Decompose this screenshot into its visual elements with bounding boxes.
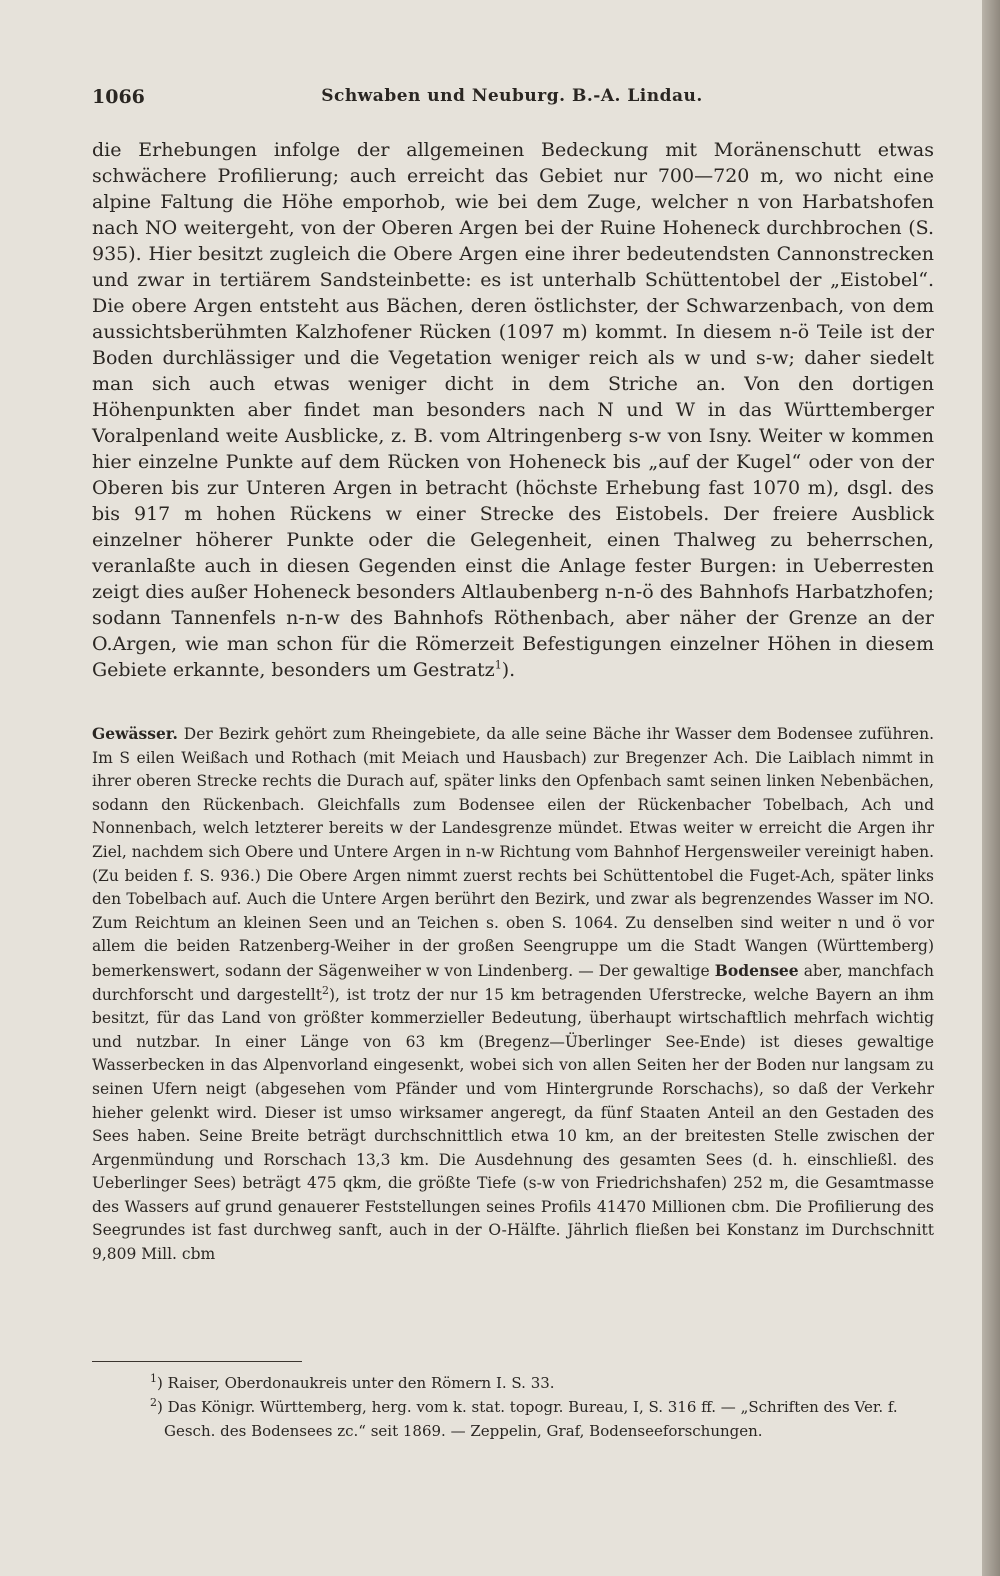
paragraph-relief-text: die Erhebungen infolge der allgemeinen Bedeckung mit Moränenschutt etwas schwächere Profilierung; auch erreicht das Gebiet nur 700—720 m, wo nicht eine alpine Faltung die Höhe emporhob, wie bei dem Zuge, welcher n von Harbatshofen nach NO weitergeht, von der Oberen Argen bei der Ruine Hoheneck durchbrochen (S. 935). Hier besitzt zugleich die Obere Argen eine ihrer bedeutendsten Cannonstrecken und zwar in tertiärem Sandsteinbette: es ist unterhalb Schüttentobel der „Eistobel“. Die obere Argen entsteht aus Bächen, deren östlichster, der Schwarzenbach, von dem aussichtsberühmten Kalzhofener Rücken (1097 m) kommt. In diesem n-ö Teile ist der Boden durchlässiger und die Vegetation weniger reich als w und s-w; daher siedelt man sich auch etwas weniger dicht in dem Striche an. Von den dortigen Höhenpunkten aber findet man besonders nach N und W in das Württemberger Voralpenland weite Ausblicke, z. B. vom Altringenberg s-w von Isny. Weiter w kommen hier einzelne Punkte auf dem Rücken von Hoheneck bis „auf der Kugel“ oder von der Oberen bis zur Unteren Argen in betracht (höchste Erhebung fast 1070 m), dsgl. des bis 917 m hohen Rückens w einer Strecke des Eistobels. Der freiere Ausblick einzelner höherer Punkte oder die Gelegenheit, einen Thalweg zu beherrschen, veranlaßte auch in diesen Gegenden einst die Anlage fester Burgen: in Ueberresten zeigt dies außer Hoheneck besonders Altlaubenberg n-n-ö des Bahnhofs Harbatzhofen; sodann Tannenfels n-n-w des Bahnhofs Röthenbach, aber näher der Grenze an der O.Argen, wie man schon für die Römerzeit Befestigungen einzelner Höhen in diesem Gebiete erkannte, besonders um Gestratz (92, 139, 934, 681)
footnote-2-mark: 2 (150, 1396, 157, 1409)
footnote-1-text: ) Raiser, Oberdonaukreis unter den Römern I. S. 33. (157, 1374, 555, 1392)
waters-text-b: aber, manchfach durchforscht und dargestellt (92, 961, 934, 1004)
section-heading-waters: Gewässer. (92, 724, 178, 743)
paragraph-relief (92, 137, 934, 683)
footnote-divider (92, 1361, 302, 1362)
footnotes (150, 1371, 934, 1443)
paragraph-waters (92, 722, 934, 1267)
main-text (92, 137, 934, 683)
page-number: 1066 (92, 86, 145, 108)
footnote-2 (150, 1395, 934, 1443)
footnote-2-text: ) Das Königr. Württemberg, herg. vom k. stat. topogr. Bureau, I, S. 316 ff. — „Schriften des Ver. f. Gesch. des Bodensees zc.“ seit 1869. — Zeppelin, Graf, Bodenseeforschungen. (157, 1398, 898, 1440)
bodensee-emphasis: Bodensee (714, 960, 799, 980)
footnote-ref-1: 1 (494, 658, 502, 672)
running-title: Schwaben und Neuburg. B.-A. Lindau. (321, 86, 703, 106)
paragraph-relief-end: ). (501, 659, 516, 681)
page-header (92, 86, 932, 114)
waters-text-a: Der Bezirk gehört zum Rheingebiete, da alle seine Bäche ihr Wasser dem Bodensee zuführen. Im S eilen Weißach und Rothach (mit Meiach und Hausbach) zur Bregenzer Ach. Die Laiblach nimmt in ihrer oberen Strecke rechts die Durach auf, später links den Opfenbach samt seinen linken Nebenbächen, sodann den Rückenbach. Gleichfalls zum Bodensee eilen der Rückenbacher Tobelbach, Ach und Nonnenbach, welch letzterer bereits w der Landesgrenze mündet. Etwas weiter w erreicht die Argen ihr Ziel, nachdem sich Obere und Untere Argen in n-w Richtung vom Bahnhof Hergensweiler vereinigt haben. (Zu beiden f. S. 936.) Die Obere Argen nimmt zuerst rechts bei Schüttentobel die Fuget-Ach, später links den Tobelbach auf. Auch die Untere Argen berührt den Bezirk, und zwar als begrenzendes Wasser im NO. Zum Reichtum an kleinen Seen und an Teichen s. oben S. 1064. Zu denselben sind weiter n und ö vor allem die beiden Ratzenberg-Weiher in der großen Seengruppe um die Stadt Wangen (Württemberg) bemerkenswert, sodann der Sägenweiher w von Lindenberg. — Der gewaltige (92, 725, 934, 980)
footnote-1 (150, 1371, 934, 1395)
waters-section (92, 722, 934, 1267)
footnote-ref-2: 2 (321, 983, 329, 997)
book-edge (982, 0, 1000, 1576)
waters-text-c: ), ist trotz der nur 15 km betragenden Uferstrecke, welche Bayern an ihm besitzt, für das Land von größter kommerzieller Bedeutung, überhaupt wirtschaftlich mehrfach wichtig und nutzbar. In einer Länge von 63 km (Bregenz—Überlinger See-Ende) ist dieses gewaltige Wasserbecken in das Alpenvorland eingesenkt, wobei sich von allen Seiten her der Boden nur langsam zu seinen Ufern neigt (abgesehen vom Pfänder und vom Hintergrunde Rorschachs), so daß der Verkehr hieher gelenkt wird. Dieser ist umso wirksamer angeregt, da fünf Staaten Anteil an den Gestaden des Sees haben. Seine Breite beträgt durchschnittlich etwa 10 km, an der breitesten Stelle zwischen der Argenmündung und Rorschach 13,3 km. Die Ausdehnung des gesamten Sees (d. h. einschließl. des Ueberlinger Sees) beträgt 475 qkm, die größte Tiefe (s-w von Friedrichshafen) 252 m, die Gesamtmasse des Wassers auf grund genauerer Feststellungen seines Profils 41470 Millionen cbm. Die Profilierung des Seegrundes ist fast durchweg sanft, auch in der O-Hälfte. Jährlich fließen bei Konstanz im Durchschnitt 9,809 Mill. cbm (92, 985, 935, 1264)
footnote-1-mark: 1 (150, 1372, 157, 1385)
